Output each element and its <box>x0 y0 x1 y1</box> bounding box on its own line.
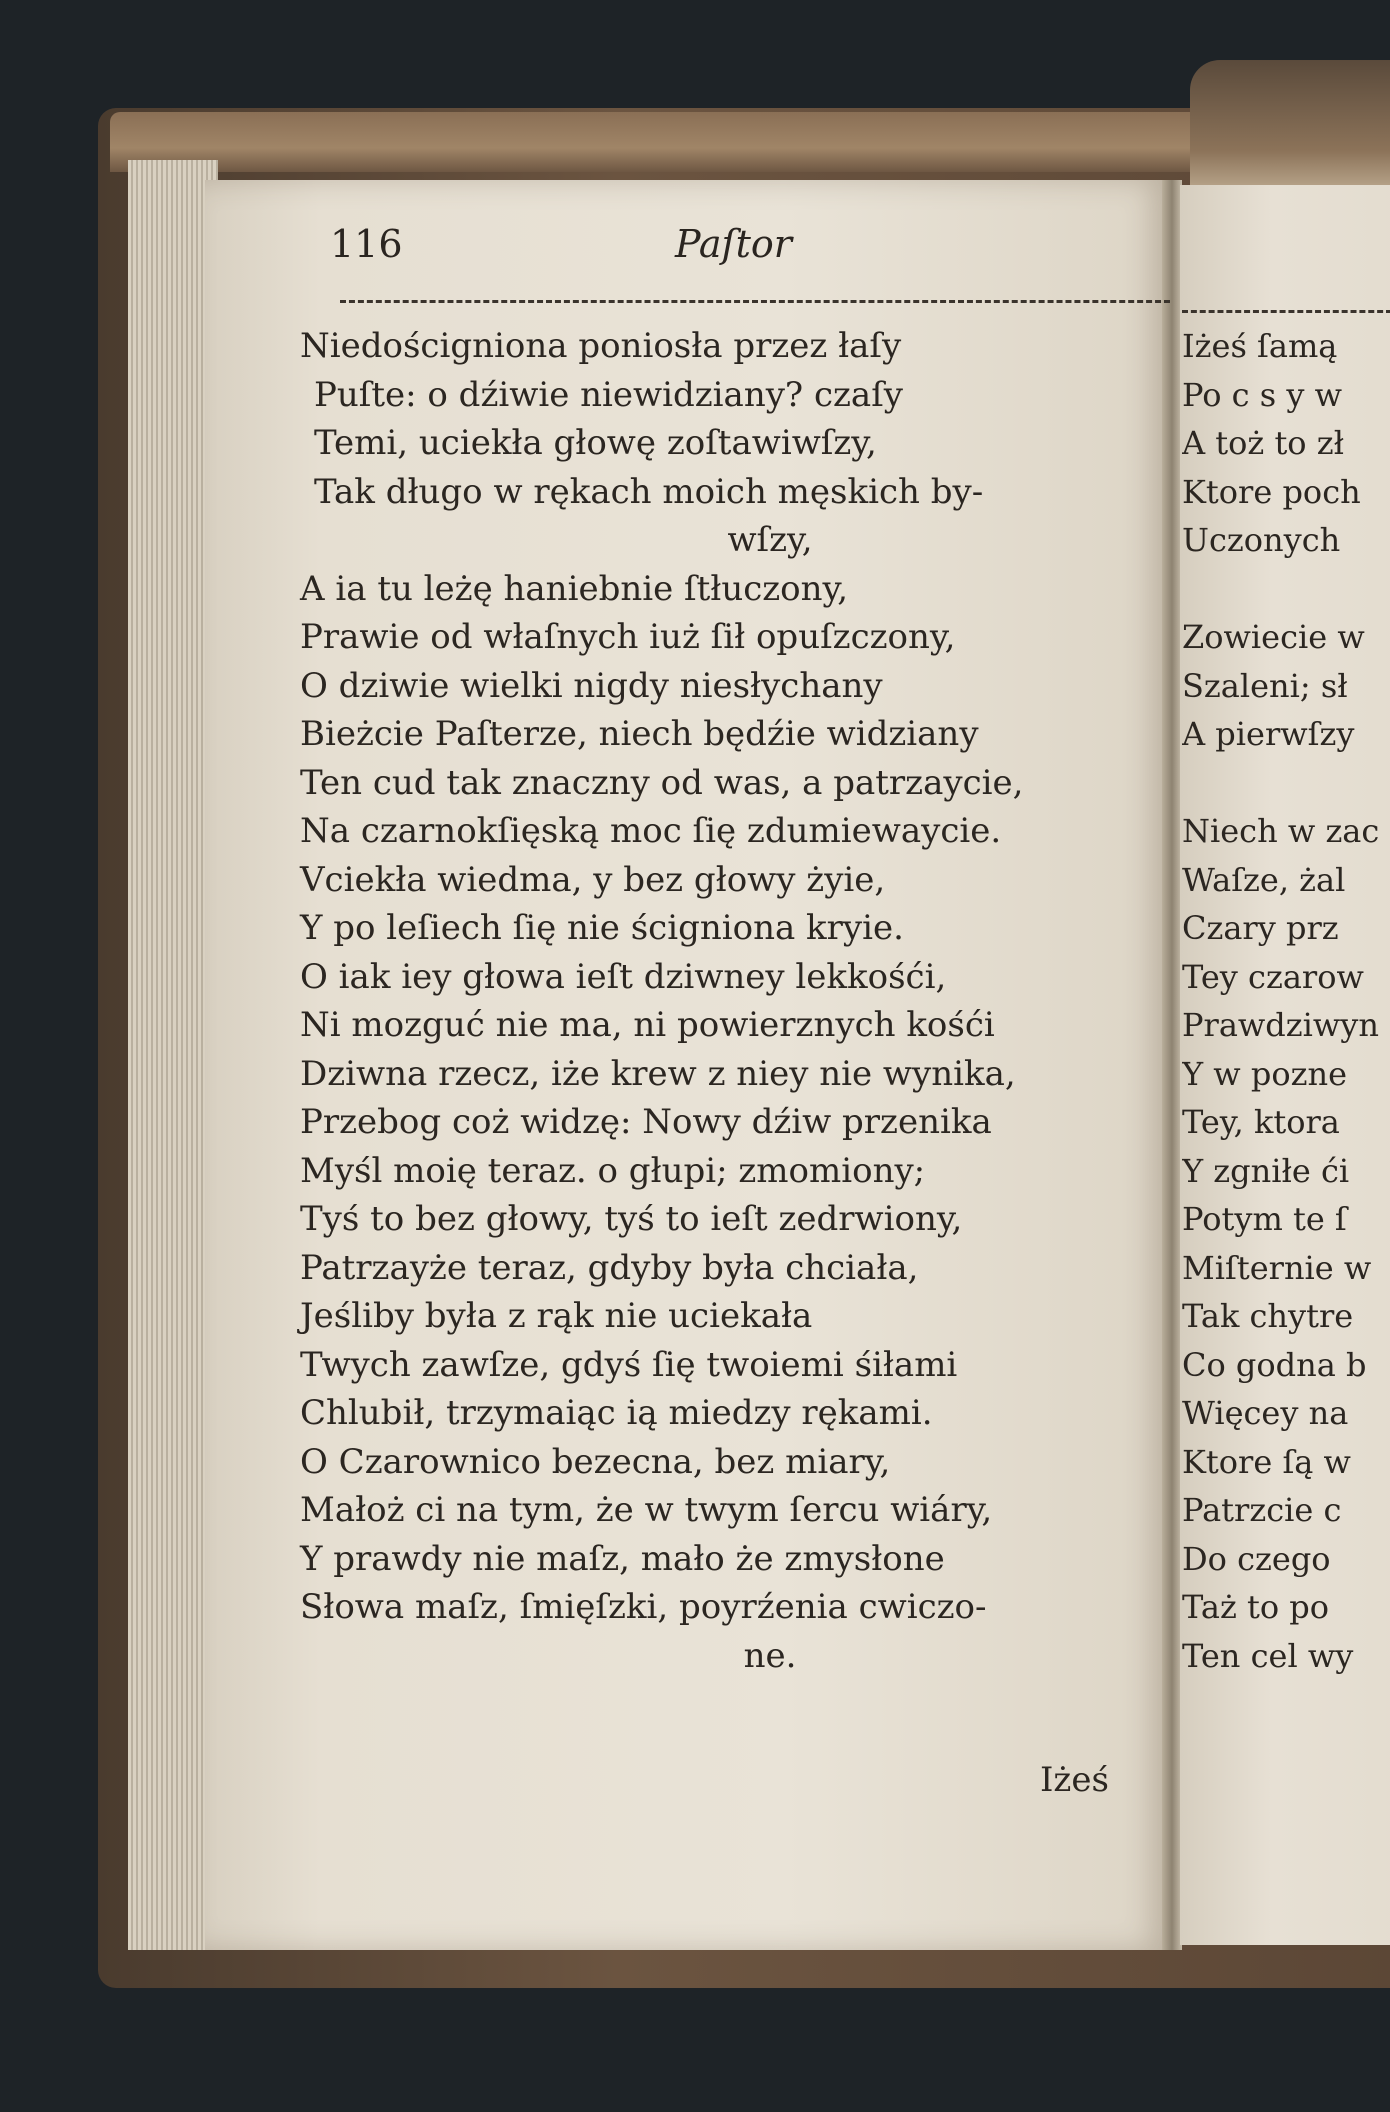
right-page-stack <box>1190 60 1390 190</box>
verse-line: Temi, uciekła głowę zoſtawiwſzy, <box>314 423 877 463</box>
verse-line: Patrzayże teraz, gdyby była chciała, <box>300 1247 919 1288</box>
verse-line: Vciekła wiedma, y bez głowy żyie, <box>300 859 886 900</box>
right-page-line: Ktore ſą w <box>1182 1442 1351 1481</box>
verse-line: wſzy, <box>727 520 813 560</box>
right-page-line <box>1182 565 1390 614</box>
verse-line: O dziwie wielki nigdy niesłychany <box>300 665 883 706</box>
verse-line: Na czarnokſięską moc ſię zdumiewaycie. <box>300 811 1002 851</box>
page-header <box>330 222 1150 282</box>
right-page-line: Niech w zac <box>1182 812 1380 850</box>
right-page-line: Szaleni; sł <box>1182 666 1348 705</box>
right-page-line: Po c s y w <box>1182 375 1342 414</box>
verse-line: Myśl moię teraz. o głupi; zmomiony; <box>300 1150 926 1191</box>
right-page-line: Tey czarow <box>1182 957 1364 996</box>
verse-line: Tyś to bez głowy, tyś to ieſt zedrwiony, <box>300 1199 963 1239</box>
right-page-line: Zowiecie w <box>1182 618 1365 656</box>
verse-line: Dziwna rzecz, iże krew z niey nie wynika, <box>300 1053 1016 1094</box>
verse-line: ne. <box>743 1635 797 1676</box>
right-page-line: Waſze, żal <box>1182 860 1346 899</box>
running-head: Paſtor <box>675 222 792 266</box>
right-page-line: Patrzcie c <box>1182 1491 1342 1529</box>
right-page-text <box>1182 322 1390 1680</box>
right-page-line: Taż to po <box>1182 1588 1330 1626</box>
right-page-line: Y w pozne <box>1182 1054 1348 1093</box>
header-rule <box>340 300 1170 303</box>
right-page-line: Tey, ktora <box>1182 1103 1340 1141</box>
right-page-line: Czary prz <box>1182 909 1339 947</box>
right-page-line: Miſternie w <box>1182 1248 1372 1287</box>
right-page-line: Co godna b <box>1182 1345 1367 1384</box>
verse-line: O Czarownico bezecna, bez miary, <box>300 1441 891 1482</box>
right-page-line: Ten cel wy <box>1182 1636 1354 1675</box>
right-page-line: Więcey na <box>1182 1394 1349 1432</box>
verse-line: Jeśliby była z rąk nie uciekała <box>300 1296 813 1336</box>
right-page-line: Uczonych <box>1182 521 1341 559</box>
right-page-line: A toż to zł <box>1182 424 1344 462</box>
verse-line: Przebog coż widzę: Nowy dźiw przenika <box>300 1102 992 1142</box>
catchword: Iżeś <box>1040 1760 1109 1800</box>
page-number: 116 <box>330 222 403 266</box>
right-header-rule <box>1182 310 1390 313</box>
verse-line: Puſte: o dźiwie niewidziany? czaſy <box>314 374 903 415</box>
verse-line: A ia tu leżę haniebnie ſtłuczony, <box>300 568 849 609</box>
verse-line: Y po leſiech ſię nie ścigniona kryie. <box>300 908 904 948</box>
verse-line: Tak długo w rękach moich męskich by- <box>314 471 984 512</box>
verse-line: Ten cud tak znaczny od was, a patrzaycie, <box>300 762 1024 803</box>
verse-line: Chlubił, trzymaiąc ią miedzy rękami. <box>300 1393 933 1433</box>
verse-line: Słowa maſz, ſmięſzki, poyrźenia cwiczo- <box>300 1587 987 1627</box>
right-page-line <box>1182 759 1390 808</box>
right-page-line: Tak chytre <box>1182 1297 1354 1335</box>
right-page-line: Potym te ſ <box>1182 1200 1347 1238</box>
right-page-line: Prawdziwyn <box>1182 1006 1379 1044</box>
right-page-line: Y zgniłe ći <box>1182 1151 1350 1190</box>
verse-line: Małoż ci na tym, że w twym ſercu wiáry, <box>300 1490 993 1530</box>
book-gutter <box>1162 180 1182 1950</box>
right-page-line: Ktore poch <box>1182 472 1361 511</box>
right-page-line: Do czego <box>1182 1539 1331 1578</box>
verse-text <box>300 322 1160 1680</box>
verse-line: Prawie od właſnych iuż ſił opuſzczony, <box>300 617 956 657</box>
right-page-line: A pierwſzy <box>1182 715 1355 753</box>
verse-line: Niedościgniona poniosła przez łaſy <box>300 326 902 366</box>
verse-line: Twych zawſze, gdyś ſię twoiemi śiłami <box>300 1344 958 1385</box>
verse-line: Y prawdy nie maſz, mało że zmysłone <box>300 1538 945 1579</box>
right-page-line: Iżeś ſamą <box>1182 327 1338 365</box>
verse-line: Ni mozguć nie ma, ni powierznych kośći <box>300 1005 995 1045</box>
verse-line: O iak iey głowa ieſt dziwney lekkośći, <box>300 956 947 997</box>
verse-line: Bieżcie Paſterze, niech będźie widziany <box>300 714 979 754</box>
